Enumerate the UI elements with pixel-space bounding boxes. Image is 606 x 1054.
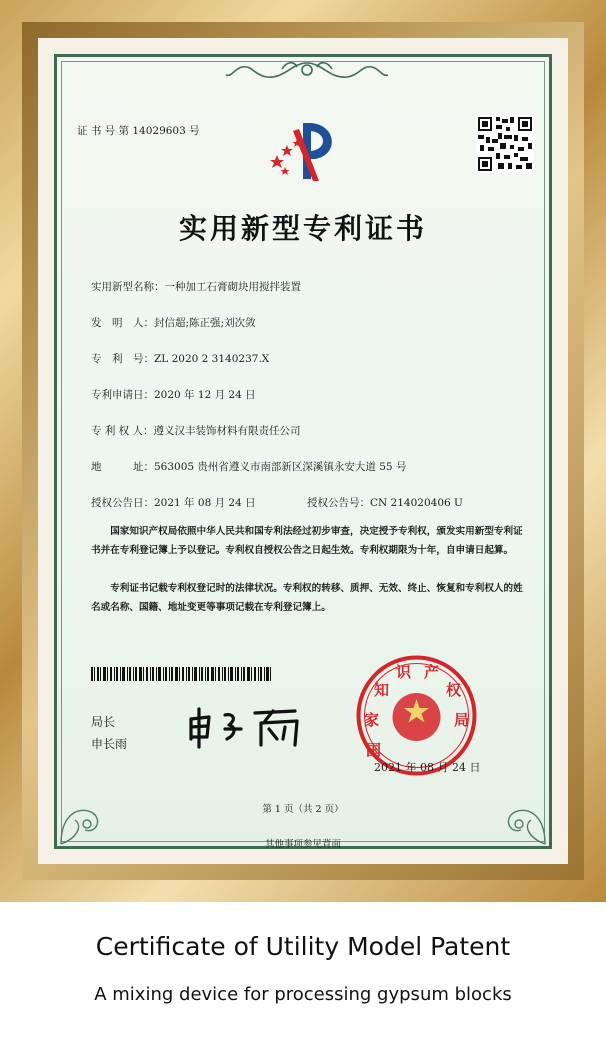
- cnipa-logo-icon: [259, 115, 354, 185]
- field-value: 563005 贵州省遵义市南部新区深溪镇永安大道 55 号: [154, 461, 407, 473]
- field-value: 2020 年 12 月 24 日: [154, 389, 256, 401]
- signer-title: 局长: [91, 715, 116, 729]
- field-value: 封信超;陈正强;刘次敛: [154, 317, 256, 329]
- see-back-note: 其他事项参见背面: [264, 839, 341, 850]
- field-application-date: [91, 387, 256, 402]
- field-patent-number: [91, 351, 269, 366]
- top-ornament-icon: [222, 59, 392, 85]
- svg-text:权: 权: [446, 681, 462, 699]
- field-label: 专 利 号：: [91, 353, 154, 365]
- caption-subtitle: A mixing device for processing gypsum blocks: [94, 984, 512, 1005]
- field-value: 一种加工石膏砌块用搅拌装置: [164, 281, 301, 293]
- legal-status-statement: 专利证书记载专利权登记时的法律状况。专利权的转移、质押、无效、终止、恢复和专利权人的姓名或名称、国籍、地址变更等事项记载在专利登记簿上。: [91, 583, 523, 613]
- svg-text:国: 国: [366, 741, 382, 759]
- certificate-title: 实用新型专利证书: [178, 212, 427, 245]
- svg-text:识: 识: [396, 663, 412, 681]
- field-label: 发 明 人：: [91, 317, 154, 329]
- svg-text:局: 局: [454, 711, 470, 729]
- qr-code: [476, 115, 534, 173]
- grant-statement: 国家知识产权局依照中华人民共和国专利法经过初步审查，决定授予专利权，颁发实用新型专利证书并在专利登记簿上予以登记。专利权自授权公告之日起生效。专利权期限为十年，自申请日起算。: [91, 526, 523, 556]
- field-label: 专利申请日：: [91, 389, 154, 401]
- certificate-paper: [54, 54, 552, 849]
- seal-date: 2021 年 08 月 24 日: [374, 761, 481, 774]
- field-label: 实用新型名称：: [91, 281, 165, 293]
- field-address: [91, 459, 406, 474]
- field-label: 授权公告号：: [307, 497, 370, 509]
- field-value: ZL 2020 2 3140237.X: [154, 353, 270, 365]
- field-label: 授权公告日：: [91, 497, 154, 509]
- field-utility-model-name: [91, 279, 301, 294]
- field-label: 地 址：: [91, 461, 154, 473]
- certificate-number: 证 书 号 第 14029603 号: [77, 125, 200, 137]
- caption-title: Certificate of Utility Model Patent: [95, 932, 511, 961]
- field-inventor: [91, 315, 256, 330]
- signer-name: 申长雨: [91, 737, 128, 751]
- field-grant-number: [307, 495, 463, 510]
- field-patentee: [91, 423, 301, 438]
- field-grant-date: [91, 495, 256, 510]
- svg-text:知: 知: [374, 681, 390, 699]
- handwritten-signature: [185, 705, 313, 749]
- svg-text:产: 产: [424, 663, 440, 681]
- field-label: 专 利 权 人：: [91, 425, 154, 437]
- field-value: 2021 年 08 月 24 日: [154, 497, 256, 509]
- barcode: [91, 667, 271, 681]
- field-value: 遵义汉丰装饰材料有限责任公司: [153, 425, 301, 437]
- field-value: CN 214020406 U: [370, 497, 463, 509]
- svg-text:家: 家: [364, 711, 380, 729]
- page-number: 第 1 页（共 2 页）: [262, 804, 344, 815]
